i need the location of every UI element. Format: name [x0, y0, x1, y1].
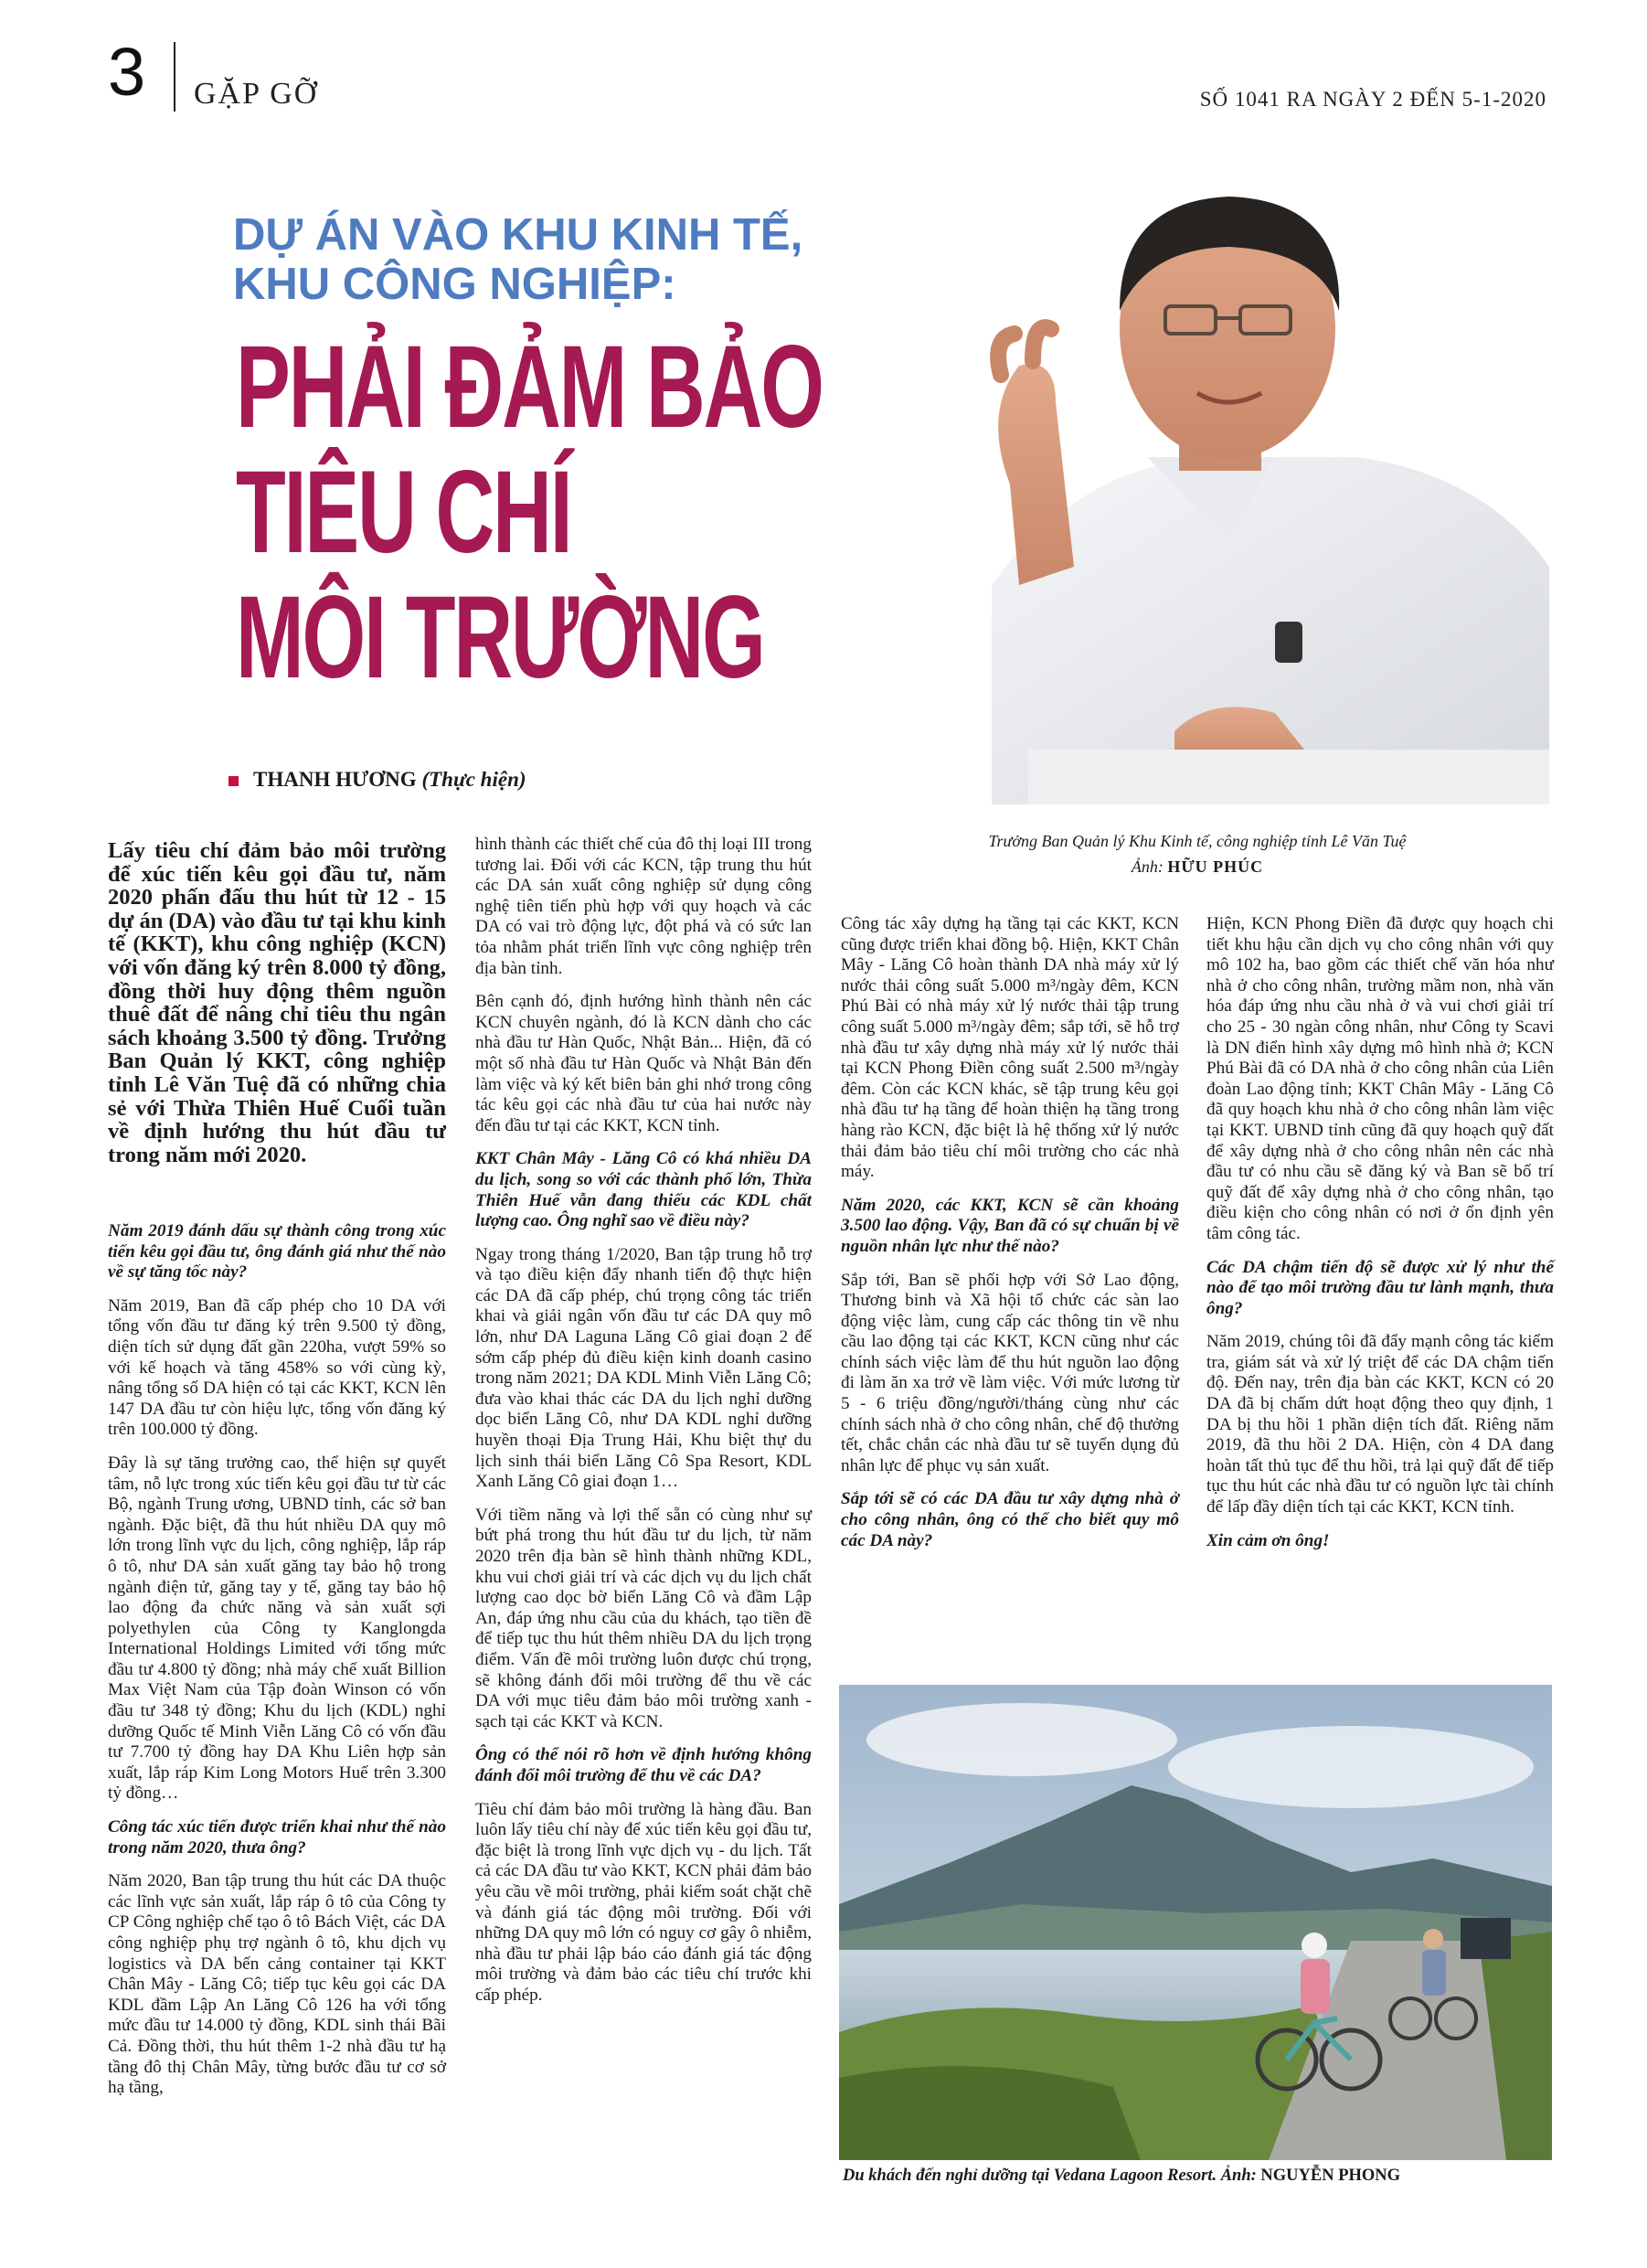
portrait-credit: HỮU PHÚC: [1167, 857, 1264, 876]
portrait-credit-line: [868, 854, 1526, 879]
bullet-square-icon: [228, 776, 239, 786]
page-number: 3: [108, 34, 146, 110]
article-paragraph: Bên cạnh đó, định hướng hình thành nên các KCN chuyên ngành, đó là KCN dành cho các nhà đầu tư Hàn Quốc, Nhật Bản... Hiện, đã có một số nhà đầu tư Hàn Quốc và Nhật Bản đến làm việc và ký kết biên bản ghi nhớ trong công tác kêu gọi các nhà đầu tư của hai nước này đến đầu tư tại các KKT, KCN tỉnh.: [475, 992, 812, 1135]
article-paragraph: Năm 2019, Ban đã cấp phép cho 10 DA với tổng vốn đầu tư đăng ký trên 9.500 tỷ đồng, diện tích sử dụng đất gần 220ha, vượt 59% so với kế hoạch và tăng 458% so với cùng kỳ, nâng tổng số DA hiện có tại các KKT, KCN lên 147 DA đầu tư còn hiệu lực, tổng vốn đăng ký trên 100.000 tỷ đồng.: [108, 1295, 446, 1440]
article-paragraph: Với tiềm năng và lợi thế sẵn có cùng như sự bứt phá trong thu hút đầu tư du lịch, từ năm 2020 trên địa bàn sẽ hình thành những KDL, khu vui chơi giải trí và các dịch vụ du lịch chất lượng cao dọc bờ biển Lăng Cô và đầm Lập An, đáp ứng nhu cầu của du khách, tạo tiền đề để tiếp tục thu hút thêm nhiều DA du lịch trọng điểm. Vấn đề môi trường luôn được chú trọng, sẽ không đánh đổi môi trường để thu về các DA với mục tiêu đảm bảo môi trường xanh - sạch tại các KKT và KCN.: [475, 1505, 812, 1731]
lede-paragraph: Lấy tiêu chí đảm bảo môi trường để xúc tiến kêu gọi đầu tư, năm 2020 phấn đấu thu hút từ 12 - 15 dự án (DA) vào đầu tư tại khu kinh tế (KKT), khu công nghiệp (KCN) với vốn đăng ký trên 8.000 tỷ đồng, đồng thời huy động thêm nguồn thuê đất để nâng chỉ tiêu thu ngân sách khoảng 3.500 tỷ đồng. Trưởng Ban Quản lý KKT, công nghiệp tỉnh Lê Văn Tuệ đã có những chia sẻ với Thừa Thiên Huế Cuối tuần về định hướng thu hút đầu tư trong năm mới 2020.: [108, 838, 446, 1167]
interview-question: Các DA chậm tiến độ sẽ được xử lý như thế nào để tạo môi trường đầu tư lành mạnh, thưa ông?: [1206, 1257, 1554, 1318]
article-column-2: [475, 835, 812, 2018]
portrait-caption: [868, 828, 1526, 879]
header-divider: [174, 42, 175, 112]
lagoon-caption-text: Du khách đến nghỉ dưỡng tại Vedana Lagoon Resort. Ảnh:: [843, 2167, 1257, 2185]
kicker-line: KHU CÔNG NGHIỆP:: [233, 260, 676, 309]
article-paragraph: Ngay trong tháng 1/2020, Ban tập trung hỗ trợ và tạo điều kiện đẩy nhanh tiến độ thực hiện các DA đã cấp phép, chú trọng công tác triển khai và giải ngân vốn đầu tư các DA quy mô lớn, như DA Laguna Lăng Cô giai đoạn 2 để sớm cấp phép đủ điều kiện kinh doanh casino trong năm 2021; DA KDL Minh Viễn Lăng Cô; đưa vào khai thác các DA du lịch nghỉ dưỡng dọc biển Lăng Cô, như DA KDL nghỉ dưỡng huyền thoại Địa Trung Hải, Khu biệt thự du lịch sinh thái biển Lăng Cô Spa Resort, KDL Xanh Lăng Cô giai đoạn 1…: [475, 1244, 812, 1492]
lagoon-credit: NGUYỄN PHONG: [1260, 2167, 1401, 2185]
article-paragraph: Công tác xây dựng hạ tầng tại các KKT, KCN cũng được triển khai đồng bộ. Hiện, KKT Chân Mây - Lăng Cô hoàn thành DA nhà máy xử lý nước thải công suất 5.000 m³/ngày đêm, KCN Phú Bài có nhà máy xử lý nước thải tập trung công suất 5.000 m³/ngày đêm; sắp tới, sẽ hỗ trợ nhà đầu tư xây dựng nhà máy xử lý nước thải tại KCN Phong Điền công suất 2.500 m³/ngày đêm. Còn các KCN khác, sẽ tập trung kêu gọi nhà đầu tư hạ tầng để hoàn thiện hạ tầng trong hàng rào KCN, đặc biệt là hệ thống xử lý nước thải đảm bảo tiêu chí môi trường cho các nhà máy.: [841, 914, 1179, 1182]
interview-question: Năm 2019 đánh dấu sự thành công trong xúc tiến kêu gọi đầu tư, ông đánh giá như thế nào về sự tăng tốc này?: [108, 1221, 446, 1283]
headline-line: MÔI TRƯỜNG: [236, 572, 764, 703]
article-column-1: [108, 1221, 446, 2112]
byline: [228, 768, 526, 792]
portrait-photo: [845, 183, 1549, 804]
interview-question: Ông có thể nói rõ hơn về định hướng không đánh đổi môi trường để thu về các DA?: [475, 1745, 812, 1785]
article-paragraph: hình thành các thiết chế của đô thị loại III trong tương lai. Đối với các KCN, tập trung thu hút các DA sản xuất công nghiệp sử dụng công nghệ tiên tiến phù hợp với quy hoạch và các DA có vai trò động lực, đột phá và có sức lan tỏa nhằm phát triển lĩnh vực công nghiệp trên địa bàn tỉnh.: [475, 835, 812, 978]
headline-line: PHẢI ĐẢM BẢO: [236, 322, 823, 453]
byline-author: THANH HƯƠNG: [253, 768, 417, 791]
headline: [236, 322, 823, 703]
article-paragraph: Hiện, KCN Phong Điền đã được quy hoạch chi tiết khu hậu cần dịch vụ cho công nhân với quy mô 102 ha, bao gồm các thiết chế văn hóa như nhà ở cho công nhân, trường mầm non, nhà văn hóa đáp ứng nhu cầu nhà ở và vui chơi giải trí cho 25 - 30 ngàn công nhân, như Công ty Scavi là DN điển hình xây dựng mô hình nhà ở; KCN Phú Bài đã có DA nhà ở cho công nhân của Liên đoàn Lao động tỉnh; KKT Chân Mây - Lăng Cô đã quy hoạch khu nhà ở cho công nhân làm việc tại KKT. UBND tỉnh cũng đã quy hoạch quỹ đất để xây dựng nhà ở cho công nhân nên các nhà đầu tư có nhu cầu sẽ đăng ký và Ban sẽ bố trí quỹ đất để xây dựng nhà ở cho công nhân, tạo điều kiện cho công nhân có nơi ở ổn định yên tâm công tác.: [1206, 914, 1554, 1243]
kicker-title: [233, 210, 873, 309]
portrait-credit-label: Ảnh:: [1131, 857, 1164, 876]
article-paragraph: Năm 2019, chúng tôi đã đẩy mạnh công tác kiểm tra, giám sát và xử lý triệt để các DA chậm tiến độ. Đến nay, trên địa bàn các KKT, KCN có 20 DA đã bị chấm dứt hoạt động theo quy định, 1 DA bị thu hồi 1 phần diện tích đất. Riêng năm 2019, đã thu hồi 2 DA. Hiện, còn 4 DA đang hoàn tất thủ tục để thu hồi, trả lại quỹ đất để tiếp tục thu hút các nhà đầu tư có nguồn lực tài chính để lấp đầy diện tích tại các KKT, KCN tỉnh.: [1206, 1332, 1554, 1517]
article-paragraph: Tiêu chí đảm bảo môi trường là hàng đầu. Ban luôn lấy tiêu chí này để xúc tiến kêu gọi đầu tư, đặc biệt là trong lĩnh vực dịch vụ - du lịch. Tất cả các DA đầu tư vào KKT, KCN phải đảm bảo yêu cầu về môi trường, phải kiểm soát chặt chẽ và đánh giá tác động môi trường. Đối với những DA quy mô lớn có nguy cơ gây ô nhiễm, nhà đầu tư phải lập báo cáo đánh giá tác động môi trường và đảm bảo các tiêu chí trước khi cấp phép.: [475, 1799, 812, 2005]
closing-line: Xin cảm ơn ông!: [1206, 1530, 1330, 1550]
article-paragraph: Sắp tới, Ban sẽ phối hợp với Sở Lao động, Thương binh và Xã hội tổ chức các sàn lao động việc làm, cung cấp các thông tin về nhu cầu lao động tại các KKT, KCN cũng như các chính sách việc làm để thu hút nguồn lao động đi làm ăn xa trở về làm việc. Với mức lương từ 5 - 6 triệu đồng/người/tháng cùng như các chính sách nhà ở cho công nhân, chế độ thưởng tết, chắc chắn các nhà đầu tư sẽ tuyển dụng đủ nhân lực để phục vụ sản xuất.: [841, 1270, 1179, 1475]
article-column-3: [841, 914, 1179, 1564]
interview-question: Sắp tới sẽ có các DA đầu tư xây dựng nhà ở cho công nhân, ông có thể cho biết quy mô các DA này?: [841, 1489, 1179, 1550]
headline-line: TIÊU CHÍ: [236, 447, 571, 578]
lagoon-photo: [839, 1685, 1552, 2160]
byline-role: (Thực hiện): [421, 768, 526, 791]
lagoon-caption: [843, 2167, 1400, 2186]
section-name: GẶP GỠ: [194, 77, 319, 111]
interview-question: Công tác xúc tiến được triển khai như thế nào trong năm 2020, thưa ông?: [108, 1817, 446, 1858]
article-column-4: [1206, 914, 1554, 1564]
interview-question: KKT Chân Mây - Lăng Cô có khá nhiều DA du lịch, song so với các thành phố lớn, Thừa Thiên Huế vẫn đang thiếu các KDL chất lượng cao. Ông nghĩ sao về điều này?: [475, 1149, 812, 1231]
article-paragraph: Năm 2020, Ban tập trung thu hút các DA thuộc các lĩnh vực sản xuất, lắp ráp ô tô của Công ty CP Công nghiệp chế tạo ô tô Bách Việt, các DA công nghiệp phụ trợ ngành ô tô, khu dịch vụ logistics và DA bến cảng container tại KKT Chân Mây - Lăng Cô; tiếp tục kêu gọi các DA KDL đầm Lập An Lăng Cô 126 ha với tổng mức đầu tư 14.000 tỷ đồng, KDL sinh thái Bãi Cả. Đồng thời, thu hút thêm 1-2 nhà đầu tư hạ tầng đô thị Chân Mây, từng bước đầu tư cơ sở hạ tầng,: [108, 1871, 446, 2098]
kicker-line: DỰ ÁN VÀO KHU KINH TẾ,: [233, 210, 803, 260]
portrait-caption-text: Trưởng Ban Quản lý Khu Kinh tế, công nghiệp tỉnh Lê Văn Tuệ: [988, 832, 1407, 850]
interview-question: Năm 2020, các KKT, KCN sẽ cần khoảng 3.500 lao động. Vậy, Ban đã có sự chuẩn bị về nguồn nhân lực như thế nào?: [841, 1195, 1179, 1256]
issue-info: SỐ 1041 RA NGÀY 2 ĐẾN 5-1-2020: [1199, 88, 1546, 111]
article-paragraph: Đây là sự tăng trưởng cao, thể hiện sự quyết tâm, nỗ lực trong xúc tiến kêu gọi đầu tư từ các Bộ, ngành Trung ương, UBND tỉnh, các sở ban ngành. Đặc biệt, đã thu hút nhiều DA quy mô lớn trong lĩnh vực du lịch, công nghiệp, lắp ráp ô tô, như DA sản xuất găng tay bảo hộ trong ngành điện tử, găng tay y tế, găng tay bảo hộ lao động đa chức năng và sản xuất sợi polyethylen của Công ty Kanglongda International Holdings Limited với tổng mức đầu tư 4.800 tỷ đồng; nhà máy chế xuất Billion Max Việt Nam của Tập đoàn Winson có vốn đầu tư 348 tỷ đồng; Khu du lịch (KDL) nghỉ dưỡng Quốc tế Minh Viễn Lăng Cô có vốn đầu tư 7.700 tỷ đồng hay DA Khu Liên hợp sản xuất, lắp ráp Kim Long Motors Huế trên 3.300 tỷ đồng…: [108, 1453, 446, 1804]
